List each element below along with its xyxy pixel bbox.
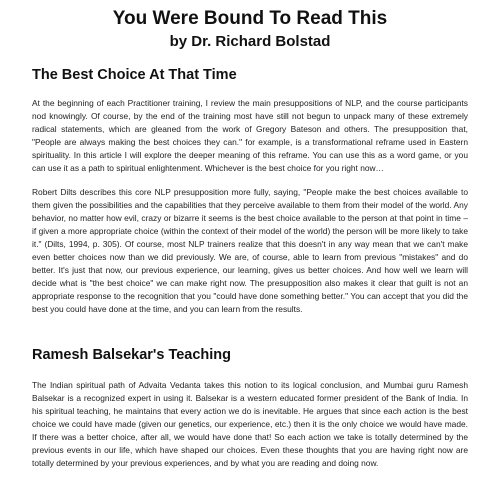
section-heading: The Best Choice At That Time (32, 67, 237, 83)
document-title: You Were Bound To Read This (112, 8, 388, 29)
author-byline: by Dr. Richard Bolstad (169, 33, 331, 50)
body-paragraph: Robert Dilts describes this core NLP presupposition more fully, saying, "People make the best choices available to them given the possibilities and the capabilities that they perceive available to them from their model of the world. Any behavior, no matter how evil, crazy or bizarre it seems is the best choice available to the person at that point in time – if given a more appropriate choice (within the context of their model of the world) the person will be more likely to take it." (Dilts, 1994, p. 305). Of course, most NLP trainers realize that this doesn't in any way mean that we can't make even better choices now than we did previously. We are, of course, able to learn from previous "mistakes" and do better. It's just that now, our previous experience, our learning, gives us better choices. And how well we learn will decide what is "the best choice" we can make right now. The presupposition also makes it clear that guilt is not an appropriate response to the recognition that you "could have done something better." You can accept that you did the best you could have done at the time, and you can learn from the results. (32, 187, 468, 314)
body-paragraph: At the beginning of each Practitioner training, I review the main presuppositions of NLP, and the course participants nod knowingly. Of course, by the end of the training most have still not begun to unpack many of these extremely radical statements, which are gleaned from the work of Gregory Bateson and others. The presupposition that, "People are always making the best choices they can." for example, is a transformational reframe used in Eastern spirituality. In this article I will explore the deeper meaning of this reframe. You can use this as a word game, or you can use it as a path to spiritual enlightenment. Whichever is the best choice for you right now… (32, 98, 468, 173)
body-paragraph: The Indian spiritual path of Advaita Vedanta takes this notion to its logical conclusion, and Mumbai guru Ramesh Balsekar is a recognized expert in using it. Balsekar is a western educated former president of the Bank of India. In his spiritual teaching, he maintains that every action we do is inevitable. He argues that since each action is the best choice we could have made (given our genetics, our experience, etc.) then it is the only choice we would have made. If there was a better choice, after all, we would have done that! So each action we take is totally determined by the previous events in our life, which have shaped our choices. Even these thoughts that you are having right now are totally determined by your previous experiences, and by what you are reading and doing now. (32, 380, 468, 468)
section-heading: Ramesh Balsekar's Teaching (32, 347, 232, 363)
